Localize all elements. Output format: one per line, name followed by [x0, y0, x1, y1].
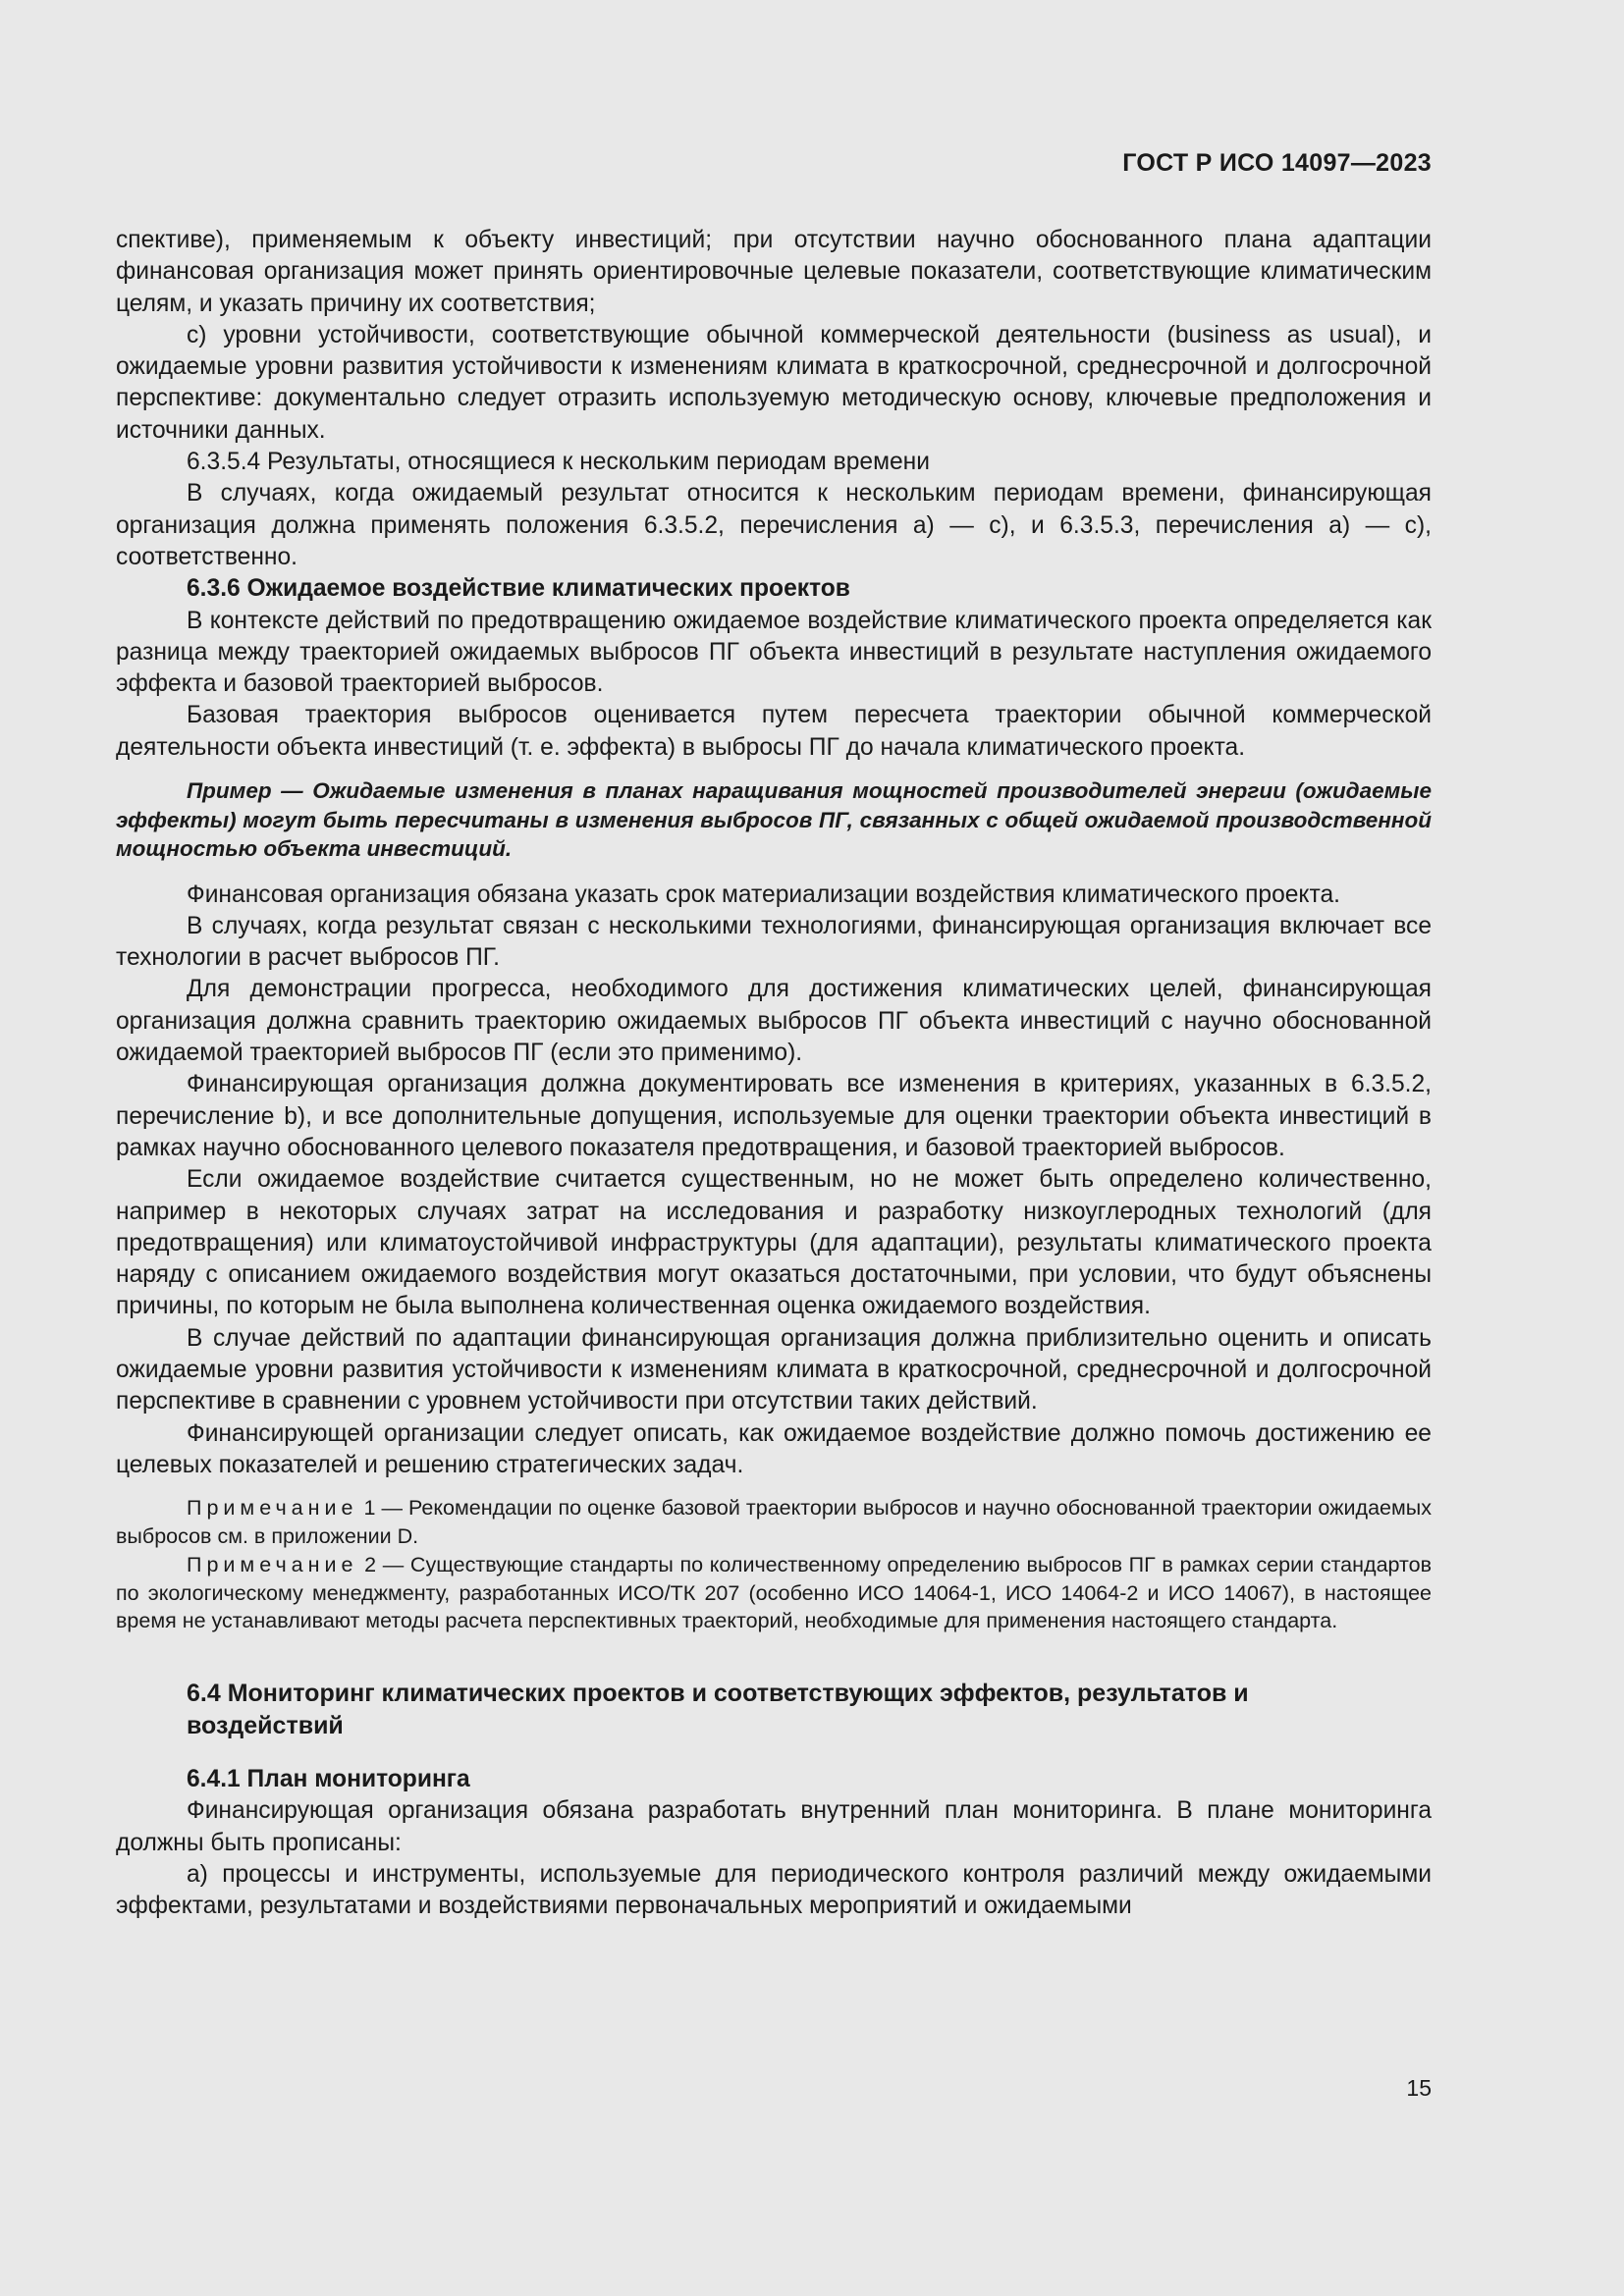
document-header: ГОСТ Р ИСО 14097—2023	[1122, 149, 1432, 177]
note-label: Примечание	[187, 1496, 358, 1521]
subsection-heading: 6.4.1 План мониторинга	[187, 1766, 470, 1793]
paragraph: В случаях, когда результат связан с несколькими технологиями, финансирующая организация включает все технологии в расчет выбросов ПГ.	[116, 912, 1432, 972]
example-block: Пример — Ожидаемые изменения в планах наращивания мощностей производителей энергии (ожидаемые эффекты) могут быть пересчитаны в изменения выбросов ПГ, связанных с общей ожидаемой производственной мощностью объекта инвестиций.	[116, 778, 1432, 862]
paragraph: Финансирующей организации следует описать, как ожидаемое воздействие должно помочь достижению ее целевых показателей и решению стратегических задач.	[116, 1419, 1432, 1478]
paragraph: Финансирующая организация обязана разработать внутренний план мониторинга. В плане мониторинга должны быть прописаны:	[116, 1797, 1432, 1856]
paragraph: В случаях, когда ожидаемый результат относится к нескольким периодам времени, финансирующая организация должна применять положения 6.3.5.2, перечисления a) — c), и 6.3.5.3, перечисления a) — c), соответственно.	[116, 480, 1432, 570]
list-item: a) процессы и инструменты, используемые для периодического контроля различий между ожидаемыми эффектами, результатами и воздействиями первоначальных мероприятий и ожидаемыми	[116, 1861, 1432, 1920]
note-label: Примечание	[187, 1552, 358, 1576]
note-text: 2 — Существующие стандарты по количественному определению выбросов ПГ в рамках серии стандартов по экологическому менеджменту, разработанных ИСО/ТК 207 (особенно ИСО 14064-1, ИСО 14064-2 и ИСО 14067), в настоящее время не устанавливают методы расчета перспективных траекторий, необходимые для применения настоящего стандарта.	[116, 1552, 1432, 1633]
paragraph: Если ожидаемое воздействие считается существенным, но не может быть определено количественно, например в некоторых случаях затрат на исследования и разработку низкоуглеродных технологий (для предотвращения) или климатоустойчивой инфраструктуры (для адаптации), результаты климатического проекта наряду с описанием ожидаемого воздействия могут оказаться достаточными, при условии, что будут объяснены причины, по которым не была выполнена количественная оценка ожидаемого воздействия.	[116, 1166, 1432, 1320]
paragraph: спективе), применяемым к объекту инвестиций; при отсутствии научно обоснованного плана адаптации финансовая организация может принять ориентировочные целевые показатели, соответствующие климатическим целям, и указать причину их соответствия;	[116, 227, 1432, 317]
paragraph: В случае действий по адаптации финансирующая организация должна приблизительно оценить и описать ожидаемые уровни развития устойчивости к изменениям климата в краткосрочной, среднесрочной и долгосрочной перспективе в сравнении с уровнем устойчивости при отсутствии таких действий.	[116, 1324, 1432, 1415]
paragraph: Финансовая организация обязана указать срок материализации воздействия климатического проекта.	[187, 881, 1340, 908]
paragraph: В контексте действий по предотвращению ожидаемое воздействие климатического проекта определяется как разница между траекторией ожидаемых выбросов ПГ объекта инвестиций в результате наступления ожидаемого эффекта и базовой траекторией выбросов.	[116, 607, 1432, 698]
page-number: 15	[1406, 2075, 1432, 2101]
note-text: 1 — Рекомендации по оценке базовой траектории выбросов и научно обоснованной траектории ожидаемых выбросов см. в приложении D.	[116, 1496, 1432, 1548]
section-heading: 6.4 Мониторинг климатических проектов и соответствующих эффектов, результатов и воздействий	[187, 1680, 1249, 1740]
paragraph: c) уровни устойчивости, соответствующие обычной коммерческой деятельности (business as usual), и ожидаемые уровни развития устойчивости к изменениям климата в краткосрочной, среднесрочной и долгосрочной перспективе: документально следует отразить используемую методическую основу, ключевые предположения и источники данных.	[116, 321, 1432, 444]
paragraph: Финансирующая организация должна документировать все изменения в критериях, указанных в 6.3.5.2, перечисление b), и все дополнительные допущения, используемые для оценки траектории объекта инвестиций в рамках научно обоснованного целевого показателя предотвращения, и базовой траекторией выбросов.	[116, 1071, 1432, 1161]
note-2	[116, 1551, 1432, 1635]
paragraph: Базовая траектория выбросов оценивается путем пересчета траектории обычной коммерческой деятельности объекта инвестиций (т. е. эффекта) в выбросы ПГ до начала климатического проекта.	[116, 702, 1432, 761]
clause-heading: 6.3.5.4 Результаты, относящиеся к нескольким периодам времени	[187, 449, 930, 476]
note-1	[116, 1494, 1432, 1551]
clause-heading-bold: 6.3.6 Ожидаемое воздействие климатических проектов	[187, 575, 850, 603]
document-body	[116, 225, 1432, 1923]
paragraph: Для демонстрации прогресса, необходимого для достижения климатических целей, финансирующая организация должна сравнить траекторию ожидаемых выбросов ПГ объекта инвестиций с научно обоснованной ожидаемой траекторией выбросов ПГ (если это применимо).	[116, 976, 1432, 1067]
